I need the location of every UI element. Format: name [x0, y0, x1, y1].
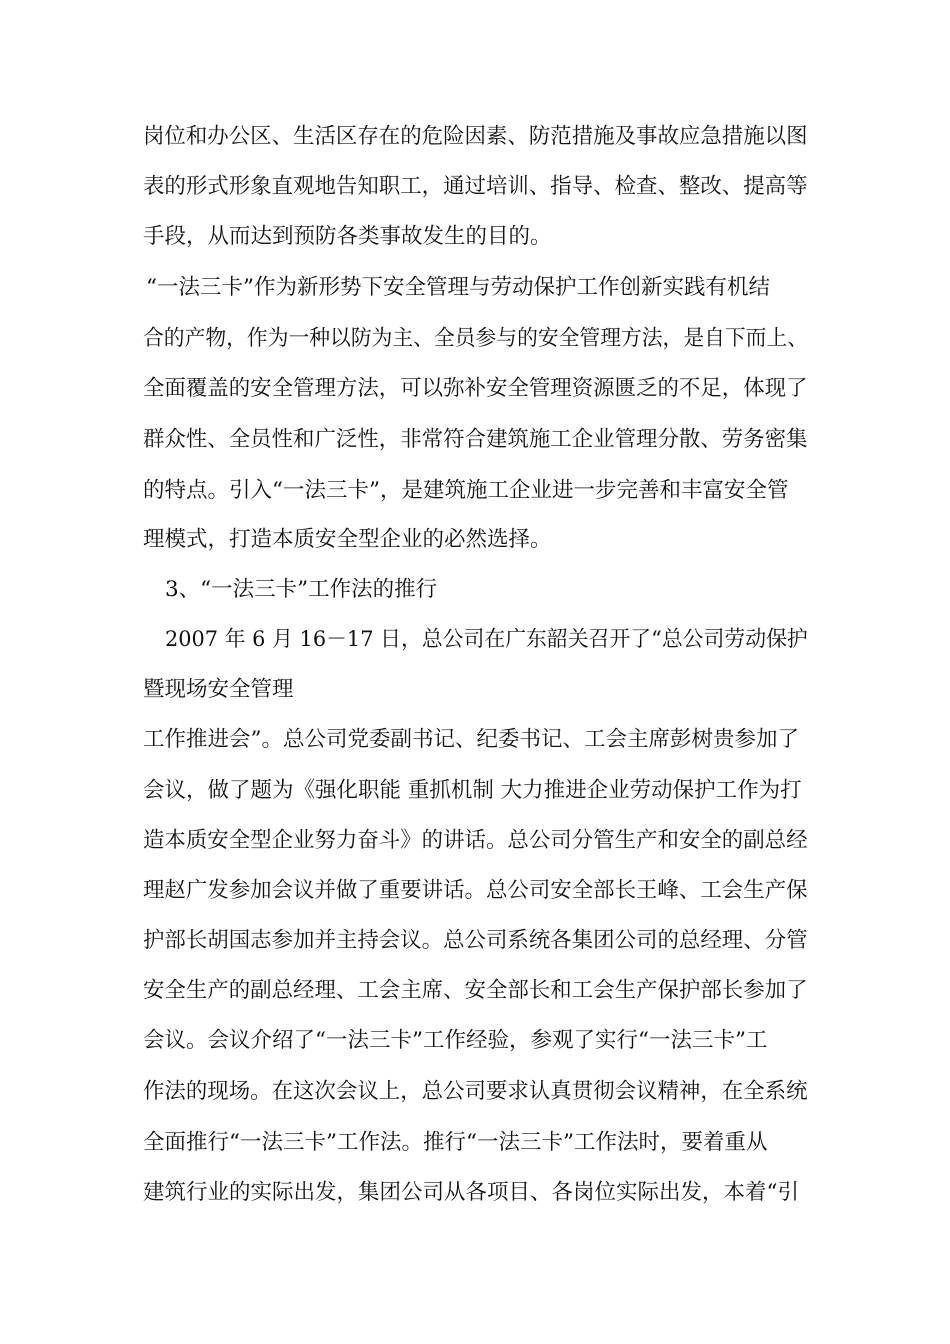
text-line: 全面推行“一法三卡”工作法。推行“一法三卡”工作法时，要着重从 [143, 1130, 768, 1155]
text-line: 会议，做了题为《强化职能 重抓机制 大力推进企业劳动保护工作为打 [143, 778, 802, 803]
text-line: 2007 年 6 月 16－17 日，总公司在广东韶关召开了“总公司劳动保护 [165, 627, 808, 652]
text-line: 作法的现场。在这次会议上，总公司要求认真贯彻会议精神，在全系统 [143, 1079, 808, 1104]
text-line: 暨现场安全管理 [143, 677, 294, 702]
text-line: 理模式，打造本质安全型企业的必然选择。 [143, 527, 552, 552]
text-line: 手段，从而达到预防各类事故发生的目的。 [143, 224, 552, 249]
text-line: 安全生产的副总经理、工会主席、安全部长和工会生产保护部长参加了 [143, 978, 808, 1003]
section-heading: 3、“一法三卡”工作法的推行 [165, 577, 438, 602]
text-line: 表的形式形象直观地告知职工，通过培训、指导、检查、整改、提高等 [143, 174, 808, 199]
text-line: 群众性、全员性和广泛性，非常符合建筑施工企业管理分散、劳务密集 [143, 427, 808, 452]
text-line: 护部长胡国志参加并主持会议。总公司系统各集团公司的总经理、分管 [143, 928, 808, 953]
text-line: 工作推进会”。总公司党委副书记、纪委书记、工会主席彭树贵参加了 [143, 727, 799, 752]
text-line: 合的产物，作为一种以防为主、全员参与的安全管理方法，是自下而上、 [143, 326, 809, 351]
text-line: 建筑行业的实际出发，集团公司从各项目、各岗位实际出发，本着“引 [143, 1180, 799, 1205]
text-line: 全面覆盖的安全管理方法，可以弥补安全管理资源匮乏的不足，体现了 [143, 376, 808, 401]
text-line: 理赵广发参加会议并做了重要讲话。总公司安全部长王峰、工会生产保 [143, 878, 808, 903]
text-line: 岗位和办公区、生活区存在的危险因素、防范措施及事故应急措施以图 [143, 124, 808, 149]
text-line: 的特点。引入“一法三卡”，是建筑施工企业进一步完善和丰富安全管 [143, 478, 789, 503]
text-line: 会议。会议介绍了“一法三卡”工作经验，参观了实行“一法三卡”工 [143, 1028, 768, 1053]
text-line: 造本质安全型企业努力奋斗》的讲话。总公司分管生产和安全的副总经 [143, 828, 808, 853]
text-line: “一法三卡”作为新形势下安全管理与劳动保护工作创新实践有机结 [146, 275, 770, 300]
